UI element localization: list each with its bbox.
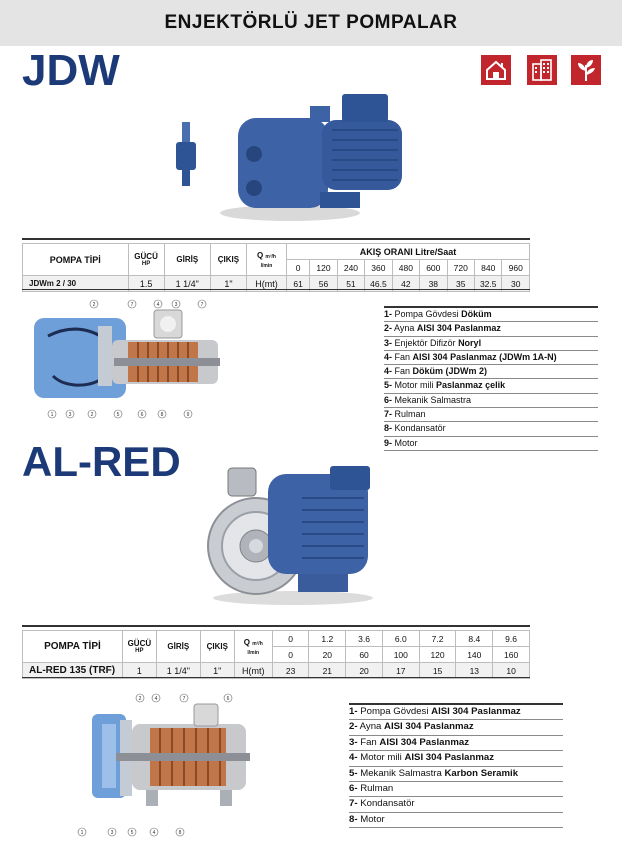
part-number: 1-: [349, 706, 358, 717]
pump-type-cell: AL-RED 135 (TRF): [23, 663, 123, 679]
callout: 2: [92, 302, 96, 308]
q-unit-bottom: l/min: [247, 649, 260, 656]
jdw-pump-image: [170, 88, 420, 226]
part-name: Rulman: [394, 409, 426, 420]
part-material: AISI 304 Paslanmaz (JDWm 1A-N): [412, 351, 557, 362]
list-item: [349, 703, 563, 720]
alred-spec-table: [22, 630, 530, 679]
head-value: 20: [346, 663, 383, 679]
list-item: [384, 337, 598, 351]
callout: 1: [50, 412, 54, 418]
part-number: 5-: [349, 767, 358, 779]
head-value: 46.5: [365, 276, 392, 292]
part-number: 5-: [384, 380, 393, 391]
list-item: [384, 365, 598, 379]
q-unit-top: m³/h: [265, 253, 276, 260]
col-q: [234, 631, 272, 663]
head-label-cell: H(mt): [234, 663, 272, 679]
flow-m3h: 3.6: [346, 631, 383, 647]
inlet-cell: 1 1/4": [156, 663, 200, 679]
alred-parts-list: [349, 703, 563, 828]
part-number: 4-: [349, 752, 358, 764]
col-outlet: ÇIKIŞ: [200, 631, 234, 663]
list-item: [384, 394, 598, 408]
flow-lmin: 0: [272, 647, 309, 663]
head-value: 51: [337, 276, 364, 292]
list-item: [349, 720, 563, 735]
part-name: Enjektör Difizör: [394, 337, 459, 348]
flow-lmin: 120: [419, 647, 456, 663]
inlet-cell: 1 1/4": [164, 276, 210, 292]
list-item: [349, 767, 563, 782]
alred-table-bottom-rule: [22, 677, 530, 678]
col-inlet: GİRİŞ: [156, 631, 200, 663]
head-value: 56: [310, 276, 337, 292]
part-material: AISI 304 Paslanmaz: [404, 752, 495, 764]
part-material: Döküm: [461, 309, 492, 319]
flow-value: 720: [447, 260, 474, 276]
part-name: Ayna: [359, 721, 385, 733]
flow-value: 600: [420, 260, 447, 276]
part-number: 9-: [384, 437, 393, 448]
q-unit-top: m³/h: [252, 640, 263, 647]
callout: 3: [174, 302, 178, 308]
pump-type-cell: JDWm 2 / 30: [23, 276, 129, 292]
callout: 8: [160, 412, 164, 418]
col-power-label: GÜCÜ: [134, 252, 158, 261]
part-material: Döküm (JDWm 2): [412, 366, 488, 377]
col-pump-type: POMPA TİPİ: [23, 244, 129, 276]
alred-pump-image: [198, 458, 388, 608]
part-number: 8-: [349, 813, 358, 825]
part-name: Motor mili: [394, 380, 437, 391]
callout: 7: [182, 696, 186, 702]
head-value: 13: [456, 663, 493, 679]
jdw-table-top-rule: [22, 238, 530, 240]
callout: 4: [156, 302, 160, 308]
power-cell: 1: [122, 663, 156, 679]
callout: 2: [138, 696, 142, 702]
part-name: Pompa Gövdesi: [394, 309, 462, 319]
part-name: Motor: [360, 813, 385, 825]
head-value: 10: [493, 663, 530, 679]
jdw-spec-table: [22, 243, 530, 292]
part-number: 3-: [349, 736, 358, 748]
list-item: [384, 306, 598, 322]
callout: 4: [154, 696, 158, 702]
callout: 8: [178, 830, 182, 836]
flow-value: 240: [337, 260, 364, 276]
page-title: ENJEKTÖRLÜ JET POMPALAR: [164, 12, 458, 33]
callout: 6: [140, 412, 144, 418]
jdw-parts-list: [384, 306, 598, 451]
power-cell: 1.5: [128, 276, 164, 292]
q-symbol: Q: [256, 250, 264, 260]
part-number: 6-: [349, 782, 358, 794]
part-number: 2-: [349, 721, 358, 733]
q-symbol: Q: [243, 637, 250, 647]
part-name: Ayna: [394, 323, 417, 334]
head-value: 38: [420, 276, 447, 292]
part-number: 7-: [384, 409, 393, 420]
col-power-unit: HP: [135, 648, 144, 654]
callout: 7: [130, 302, 134, 308]
part-number: 4-: [384, 351, 393, 362]
part-name: Motor: [394, 437, 418, 448]
list-item: [384, 351, 598, 365]
list-item: [384, 422, 598, 436]
head-label-cell: H(mt): [246, 276, 286, 292]
list-item: [384, 437, 598, 451]
part-material: AISI 304 Paslanmaz: [379, 736, 469, 748]
part-name: Fan: [394, 366, 413, 377]
head-value: 21: [309, 663, 346, 679]
part-name: Mekanik Salmastra: [394, 394, 472, 405]
part-number: 1-: [384, 309, 393, 319]
flow-value: 0: [287, 260, 310, 276]
part-number: 8-: [384, 423, 393, 434]
part-name: Fan: [394, 351, 413, 362]
jdw-table-bottom-rule: [22, 289, 530, 290]
callout: 2: [90, 412, 94, 418]
head-value: 17: [382, 663, 419, 679]
part-number: 6-: [384, 394, 393, 405]
callout: 6: [226, 696, 230, 702]
part-material: Noryl: [458, 337, 482, 348]
flow-m3h: 7.2: [419, 631, 456, 647]
part-material: Karbon Seramik: [444, 767, 519, 779]
list-item: [349, 751, 563, 766]
house-icon: [481, 55, 511, 85]
part-material: Paslanmaz çelik: [436, 380, 506, 391]
alred-callouts: [76, 690, 256, 840]
part-number: 7-: [349, 798, 358, 810]
flow-m3h: 0: [272, 631, 309, 647]
head-value: 35: [447, 276, 474, 292]
list-item: [349, 782, 563, 797]
flow-lmin: 20: [309, 647, 346, 663]
callout: 4: [152, 830, 156, 836]
callout: 1: [80, 830, 84, 836]
flow-m3h: 8.4: [456, 631, 493, 647]
flow-m3h: 6.0: [382, 631, 419, 647]
apartment-building-icon: [527, 55, 557, 85]
col-outlet: ÇIKIŞ: [211, 244, 247, 276]
alred-model-title: AL-RED: [22, 438, 181, 485]
list-item: [384, 322, 598, 336]
part-number: 4-: [384, 366, 393, 377]
col-power: [122, 631, 156, 663]
part-name: Mekanik Salmastra: [360, 767, 445, 779]
flow-lmin: 100: [382, 647, 419, 663]
part-material: AISI 304 Paslanmaz: [416, 323, 501, 334]
list-item: [349, 797, 563, 812]
col-power-unit: HP: [141, 261, 151, 267]
flow-value: 480: [392, 260, 419, 276]
list-item: [349, 813, 563, 828]
part-number: 3-: [384, 337, 393, 348]
jdw-model-title: JDW: [22, 46, 120, 95]
head-value: 15: [419, 663, 456, 679]
part-material: AISI 304 Paslanmaz: [384, 721, 474, 733]
col-power-label: GÜCÜ: [127, 639, 152, 648]
jdw-callouts: [28, 296, 228, 426]
q-unit-bottom: l/min: [260, 262, 273, 269]
callout: 3: [68, 412, 72, 418]
head-value: 42: [392, 276, 419, 292]
flow-value: 840: [474, 260, 501, 276]
flow-lmin: 60: [346, 647, 383, 663]
head-value: 30: [502, 276, 530, 292]
part-material: AISI 304 Paslanmaz: [431, 706, 521, 717]
callout: 5: [116, 412, 120, 418]
plant-icon: [571, 55, 601, 85]
part-name: Rulman: [360, 782, 394, 794]
part-number: 2-: [384, 323, 393, 334]
flow-title: AKIŞ ORANI Litre/Saat: [287, 244, 530, 260]
flow-value: 120: [310, 260, 337, 276]
list-item: [384, 408, 598, 422]
col-inlet: GİRİŞ: [164, 244, 210, 276]
list-item: [349, 736, 563, 751]
head-value: 23: [272, 663, 309, 679]
part-name: Kondansatör: [360, 798, 415, 810]
outlet-cell: 1": [200, 663, 234, 679]
flow-m3h: 9.6: [493, 631, 530, 647]
outlet-cell: 1": [211, 276, 247, 292]
flow-value: 360: [365, 260, 392, 276]
alred-table-top-rule: [22, 625, 530, 627]
list-item: [384, 379, 598, 393]
col-q: [246, 244, 286, 276]
part-name: Kondansatör: [394, 423, 446, 434]
flow-lmin: 160: [493, 647, 530, 663]
col-pump-type: POMPA TİPİ: [23, 631, 123, 663]
col-power: [128, 244, 164, 276]
flow-value: 960: [502, 260, 530, 276]
part-name: Fan: [360, 736, 380, 748]
part-name: Motor mili: [360, 752, 405, 764]
part-name: Pompa Gövdesi: [360, 706, 432, 717]
flow-m3h: 1.2: [309, 631, 346, 647]
callout: 7: [200, 302, 204, 308]
head-value: 32.5: [474, 276, 501, 292]
callout: 5: [130, 830, 134, 836]
head-value: 61: [287, 276, 310, 292]
callout: 3: [110, 830, 114, 836]
callout: 9: [186, 412, 190, 418]
flow-lmin: 140: [456, 647, 493, 663]
